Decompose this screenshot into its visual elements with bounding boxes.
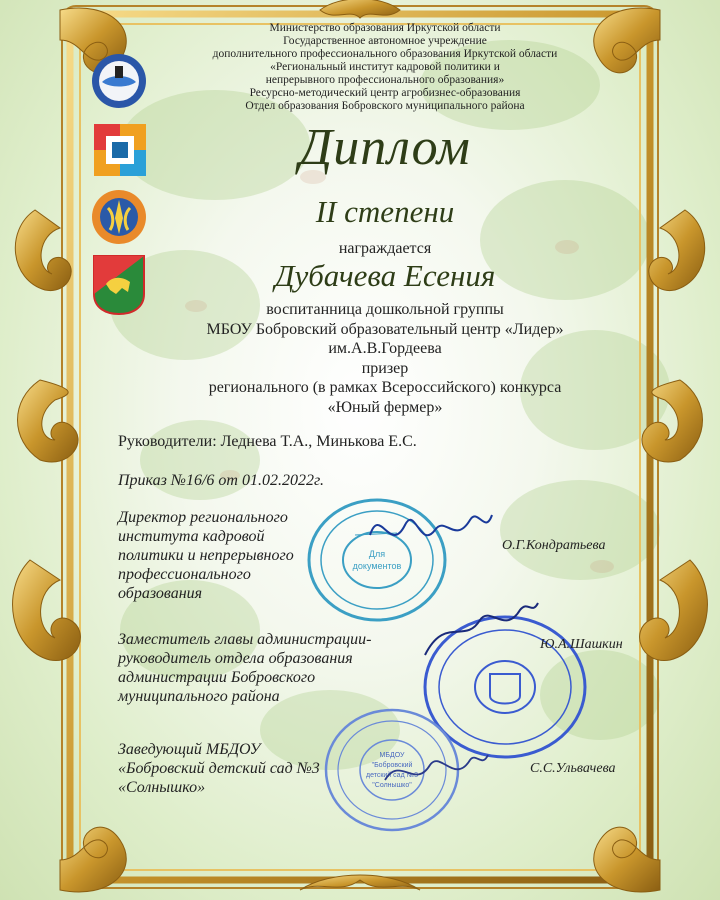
stamp3-label-3: детский сад №3 bbox=[365, 772, 419, 779]
issuer-header bbox=[150, 22, 620, 113]
signatory-title-line: «Бобровский детский сад №3 bbox=[118, 760, 320, 777]
diploma-title: Диплом bbox=[299, 119, 471, 176]
header-line: Отдел образования Бобровского муниципального района bbox=[245, 100, 525, 112]
coat-of-arms-icon bbox=[92, 254, 146, 316]
emblem-logo-icon bbox=[90, 52, 148, 110]
signature-1 bbox=[360, 495, 500, 565]
signatory-2-title bbox=[118, 630, 371, 706]
agro-logo-icon bbox=[90, 188, 148, 246]
stamp1-label-1: Для bbox=[368, 549, 386, 559]
stamp3-label-4: "Солнышко" bbox=[372, 782, 412, 789]
awarded-label: награждается bbox=[338, 240, 432, 257]
signatory-3-title bbox=[118, 740, 320, 797]
award-description bbox=[150, 300, 620, 417]
recipient-name: Дубачева Есения bbox=[274, 258, 496, 293]
header-line: дополнительного профессионального образования Иркутской области bbox=[212, 48, 558, 60]
order-line: Приказ №16/6 от 01.02.2022г. bbox=[118, 472, 324, 489]
signature-2 bbox=[420, 595, 540, 665]
signatory-title-line: муниципального района bbox=[118, 688, 280, 705]
signatory-1-name: О.Г.Кондратьева bbox=[502, 538, 606, 553]
supervisors-line: Руководители: Леднева Т.А., Минькова Е.С. bbox=[118, 433, 417, 450]
signatory-2-name: Ю.А.Шашкин bbox=[540, 637, 623, 652]
signatory-title-line: Директор регионального bbox=[118, 509, 288, 526]
signatory-title-line: «Солнышко» bbox=[118, 779, 206, 796]
header-line: Министерство образования Иркутской области bbox=[269, 22, 501, 34]
signature-3 bbox=[380, 740, 490, 800]
squares-logo-icon bbox=[92, 122, 148, 178]
header-line: Ресурсно-методический центр агробизнес-образования bbox=[249, 87, 521, 99]
body-line: им.А.В.Гордеева bbox=[328, 340, 442, 357]
body-line: МБОУ Бобровский образовательный центр «Лидер» bbox=[206, 320, 564, 338]
signatory-3-name: С.С.Ульвачева bbox=[530, 761, 616, 776]
signatory-title-line: политики и непрерывного bbox=[118, 547, 294, 564]
body-line: «Юный фермер» bbox=[327, 398, 443, 416]
signatory-title-line: профессионального bbox=[118, 566, 251, 583]
body-line: регионального (в рамках Всероссийского) конкурса bbox=[208, 379, 562, 396]
stamp3-label-1: МБДОУ bbox=[379, 752, 405, 759]
stamp1-label-2: документов bbox=[352, 561, 402, 571]
signatory-title-line: института кадровой bbox=[118, 528, 265, 545]
header-line: непрерывного профессионального образования» bbox=[265, 74, 505, 86]
header-line: «Региональный институт кадровой политики и bbox=[270, 61, 500, 73]
body-line: призер bbox=[361, 359, 409, 377]
header-line: Государственное автономное учреждение bbox=[283, 35, 487, 47]
stamp3-label-2: "Бобровский bbox=[371, 762, 413, 769]
body-line: воспитанница дошкольной группы bbox=[266, 301, 504, 318]
diploma-degree: II степени bbox=[315, 194, 455, 229]
signatory-title-line: Заместитель главы администрации- bbox=[118, 631, 372, 648]
signatory-title-line: образования bbox=[118, 585, 203, 602]
signatory-title-line: администрации Бобровского bbox=[118, 669, 316, 686]
signatory-1-title bbox=[118, 508, 294, 603]
signatory-title-line: руководитель отдела образования bbox=[118, 650, 353, 667]
signatory-title-line: Заведующий МБДОУ bbox=[118, 741, 261, 758]
